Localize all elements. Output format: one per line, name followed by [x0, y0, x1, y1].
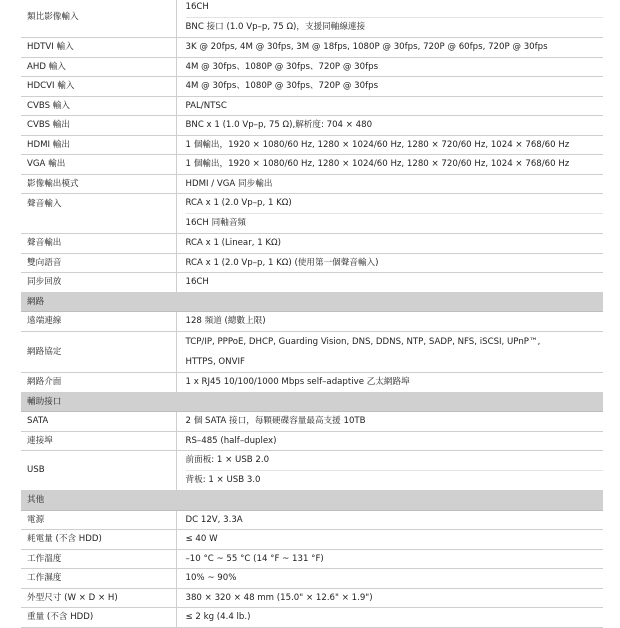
section-title: 輔助接口 [21, 393, 603, 412]
spec-label: 同步回放 [21, 273, 176, 293]
spec-row-working-temp [21, 550, 603, 569]
spec-value: RCA x 1 (Linear, 1 KΩ) [176, 234, 603, 254]
spec-row-consumption [21, 530, 603, 550]
spec-value: PAL/NTSC [176, 97, 603, 116]
spec-value: RCA x 1 (2.0 Vp–p, 1 KΩ) (使用第一個聲音輸入) [176, 254, 603, 273]
spec-value [176, 0, 603, 38]
spec-value: –10 °C ~ 55 °C (14 °F ~ 131 °F) [176, 550, 603, 569]
spec-label: HDCVI 輸入 [21, 77, 176, 97]
spec-row-hdmi-output [21, 136, 603, 155]
spec-label: 聲音輸出 [21, 234, 176, 254]
spec-label: 外型尺寸 (W × D × H) [21, 589, 176, 608]
spec-label: 類比影像輸入 [21, 0, 176, 38]
spec-row-audio-input [21, 194, 603, 234]
spec-value: 10% ~ 90% [176, 569, 603, 589]
spec-value: 1 個輸出，1920 × 1080/60 Hz, 1280 × 1024/60 Hz, 1280 × 720/60 Hz, 1024 × 768/60 Hz [176, 155, 603, 175]
spec-value: 380 × 320 × 48 mm (15.0" × 12.6" × 1.9") [176, 589, 603, 608]
spec-label: 網路協定 [21, 332, 176, 373]
spec-value: DC 12V, 3.3A [176, 511, 603, 530]
spec-value: 1 x RJ45 10/100/1000 Mbps self–adaptive 乙太網路埠 [176, 373, 603, 393]
spec-label: 影像輸出模式 [21, 175, 176, 194]
spec-label: 雙向語音 [21, 254, 176, 273]
spec-row-network-interface [21, 373, 603, 393]
spec-value-line: 背板: 1 × USB 3.0 [185, 475, 261, 485]
spec-row-weight [21, 608, 603, 628]
spec-value [176, 332, 603, 373]
spec-value: 128 頻道 (總數上限) [176, 312, 603, 332]
spec-value-line: RCA x 1 (2.0 Vp–p, 1 KΩ) [186, 194, 604, 214]
section-title: 網路 [21, 293, 603, 312]
spec-row-video-output-mode [21, 175, 603, 194]
spec-label: 工作濕度 [21, 569, 176, 589]
spec-label: SATA [21, 412, 176, 432]
spec-row-network-protocols [21, 332, 603, 373]
spec-table [21, 0, 603, 628]
spec-value [176, 451, 603, 491]
spec-label: CVBS 輸入 [21, 97, 176, 116]
spec-label: 網路介面 [21, 373, 176, 393]
spec-row-audio-output [21, 234, 603, 254]
spec-row-hdcvi-input [21, 77, 603, 97]
spec-value-line: 16CH 同軸音頻 [185, 218, 247, 228]
spec-row-hdtvi-input [21, 38, 603, 58]
spec-value-line: 16CH [186, 0, 604, 18]
spec-row-analog-input [21, 0, 603, 38]
spec-value: 1 個輸出，1920 × 1080/60 Hz, 1280 × 1024/60 Hz, 1280 × 720/60 Hz, 1024 × 768/60 Hz [176, 136, 603, 155]
spec-value: 2 個 SATA 接口，每顆硬碟容量最高支援 10TB [176, 412, 603, 432]
spec-label: HDTVI 輸入 [21, 38, 176, 58]
spec-value: 16CH [176, 273, 603, 293]
spec-value-line: TCP/IP, PPPoE, DHCP, Guarding Vision, DNS, DDNS, NTP, SADP, NFS, iSCSI, UPnP™, [185, 337, 541, 347]
spec-row-dimensions [21, 589, 603, 608]
spec-value: ≤ 40 W [176, 530, 603, 550]
spec-value: RS–485 (half–duplex) [176, 432, 603, 451]
section-header-aux [21, 393, 603, 412]
spec-label: 遠端連線 [21, 312, 176, 332]
spec-value: ≤ 2 kg (4.4 lb.) [176, 608, 603, 628]
spec-row-cvbs-output [21, 116, 603, 136]
spec-row-ahd-input [21, 58, 603, 77]
spec-label: AHD 輸入 [21, 58, 176, 77]
spec-row-sata [21, 412, 603, 432]
spec-value-line: HTTPS, ONVIF [185, 357, 245, 367]
spec-label: 工作溫度 [21, 550, 176, 569]
spec-label: CVBS 輸出 [21, 116, 176, 136]
spec-label: 耗電量 (不含 HDD) [21, 530, 176, 550]
spec-label: USB [21, 451, 176, 491]
section-title: 其他 [21, 491, 603, 511]
spec-value: 4M @ 30fps、1080P @ 30fps、720P @ 30fps [176, 77, 603, 97]
spec-row-sync-playback [21, 273, 603, 293]
spec-row-working-humidity [21, 569, 603, 589]
spec-row-two-way-audio [21, 254, 603, 273]
spec-value: BNC x 1 (1.0 Vp–p, 75 Ω),解析度: 704 × 480 [176, 116, 603, 136]
spec-value-line: 前面板: 1 × USB 2.0 [186, 451, 604, 471]
section-header-network [21, 293, 603, 312]
spec-row-usb [21, 451, 603, 491]
spec-label: 聲音輸入 [21, 194, 176, 234]
spec-label: 連接埠 [21, 432, 176, 451]
spec-row-cvbs-input [21, 97, 603, 116]
section-header-other [21, 491, 603, 511]
spec-row-serial-port [21, 432, 603, 451]
spec-value: HDMI / VGA 同步輸出 [176, 175, 603, 194]
spec-label: HDMI 輸出 [21, 136, 176, 155]
spec-value [176, 194, 603, 234]
spec-value: 3K @ 20fps, 4M @ 30fps, 3M @ 18fps, 1080P @ 30fps, 720P @ 60fps, 720P @ 30fps [176, 38, 603, 58]
spec-row-vga-output [21, 155, 603, 175]
spec-label: VGA 輸出 [21, 155, 176, 175]
spec-row-remote-connections [21, 312, 603, 332]
spec-value: 4M @ 30fps、1080P @ 30fps、720P @ 30fps [176, 58, 603, 77]
spec-label: 重量 (不含 HDD) [21, 608, 176, 628]
spec-row-power [21, 511, 603, 530]
spec-label: 電源 [21, 511, 176, 530]
spec-value-line: BNC 接口 (1.0 Vp–p, 75 Ω)，支援同軸線連接 [185, 22, 366, 32]
